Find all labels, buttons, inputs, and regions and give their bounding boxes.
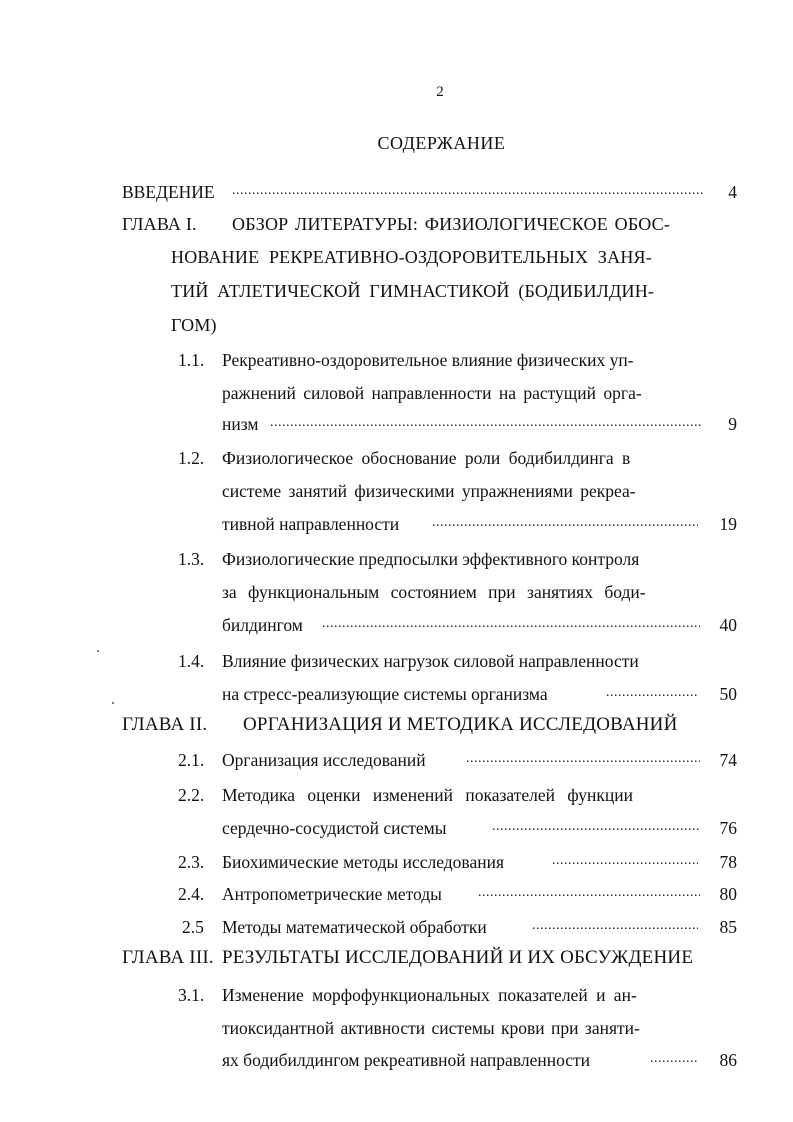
section-number: 2.1. (178, 750, 205, 770)
section-number: 2.3. (178, 852, 205, 872)
toc-title: СОДЕРЖАНИЕ (377, 133, 506, 153)
section-title-line: Влияние физических нагрузок силовой направленности (222, 651, 639, 671)
section-title-line: Физиологические предпосылки эффективного контроля (222, 549, 640, 569)
section-number: 2.2. (178, 785, 205, 805)
toc-intro-label: ВВЕДЕНИЕ (122, 182, 215, 202)
chapter2-label: ГЛАВА II. (122, 714, 208, 735)
section-page: 78 (719, 852, 737, 872)
section-page: 50 (719, 684, 737, 704)
section-number: 2.5 (182, 917, 204, 937)
toc-leader (532, 916, 698, 936)
toc-leader (466, 749, 700, 769)
section-page: 80 (719, 884, 737, 904)
chapter1-label: ГЛАВА I. (122, 214, 197, 234)
section-page: 9 (728, 414, 737, 434)
toc-leader (270, 413, 702, 433)
toc-leader (322, 614, 700, 634)
section-title-line: Изменение морфофункциональных показателей и ан- (222, 985, 637, 1005)
section-title-line: билдингом (222, 615, 303, 635)
section-number: 2.4. (178, 884, 205, 904)
section-title-line: системе занятий физическими упражнениями рекреа- (222, 481, 636, 501)
section-title-line: сердечно-сосудистой системы (222, 818, 447, 838)
section-title-line: на стресс-реализующие системы организма (222, 684, 548, 704)
section-number: 1.1. (178, 350, 205, 370)
section-page: 74 (719, 750, 737, 770)
scan-speck (97, 650, 99, 652)
scan-speck (112, 702, 114, 704)
section-title-line: низм (222, 414, 259, 434)
toc-intro-page: 4 (728, 182, 737, 202)
section-title-line: Методы математической обработки (222, 917, 487, 937)
section-title-line: Рекреативно-оздоровительное влияние физических уп- (222, 350, 634, 370)
section-title-line: Антропометрические методы (222, 884, 442, 904)
toc-leader (650, 1049, 698, 1069)
chapter3-title: РЕЗУЛЬТАТЫ ИССЛЕДОВАНИЙ И ИХ ОБСУЖДЕНИЕ (222, 947, 694, 968)
section-title-line: Организация исследований (222, 750, 426, 770)
section-page: 86 (719, 1050, 737, 1070)
page-number: 2 (436, 84, 444, 100)
section-title-line: Физиологическое обоснование роли бодибилдинга в (222, 448, 631, 468)
toc-leader (478, 883, 700, 903)
section-title-line: ражнений силовой направленности на растущий орга- (222, 383, 642, 403)
toc-leader (492, 817, 700, 837)
section-page: 85 (719, 917, 737, 937)
chapter1-title-line: НОВАНИЕ РЕКРЕАТИВНО-ОЗДОРОВИТЕЛЬНЫХ ЗАНЯ- (171, 247, 652, 267)
chapter1-title-line: ОБЗОР ЛИТЕРАТУРЫ: ФИЗИОЛОГИЧЕСКОЕ ОБОС- (232, 214, 671, 234)
section-title-line: Методика оценки изменений показателей функции (222, 785, 633, 805)
section-number: 3.1. (178, 985, 205, 1005)
chapter2-title: ОРГАНИЗАЦИЯ И МЕТОДИКА ИССЛЕДОВАНИЙ (243, 714, 678, 735)
section-title-line: тивной направленности (222, 514, 400, 534)
section-page: 40 (719, 615, 737, 635)
toc-leader (232, 181, 704, 201)
section-title-line: тиоксидантной активности системы крови при заняти- (222, 1018, 640, 1038)
section-title-line: ях бодибилдингом рекреативной направленности (222, 1050, 591, 1070)
section-title-line: Биохимические методы исследования (222, 852, 505, 872)
toc-leader (432, 513, 698, 533)
toc-leader (552, 851, 698, 871)
section-title-line: за функциональным состоянием при занятиях боди- (222, 582, 646, 602)
section-number: 1.3. (178, 549, 205, 569)
section-page: 19 (719, 514, 737, 534)
chapter1-title-line: ГОМ) (171, 315, 217, 335)
toc-leader (606, 683, 698, 703)
chapter3-label: ГЛАВА III. (122, 947, 214, 968)
section-page: 76 (719, 818, 737, 838)
section-number: 1.2. (178, 448, 205, 468)
chapter1-title-line: ТИЙ АТЛЕТИЧЕСКОЙ ГИМНАСТИКОЙ (БОДИБИЛДИН- (171, 281, 655, 301)
section-number: 1.4. (178, 651, 205, 671)
